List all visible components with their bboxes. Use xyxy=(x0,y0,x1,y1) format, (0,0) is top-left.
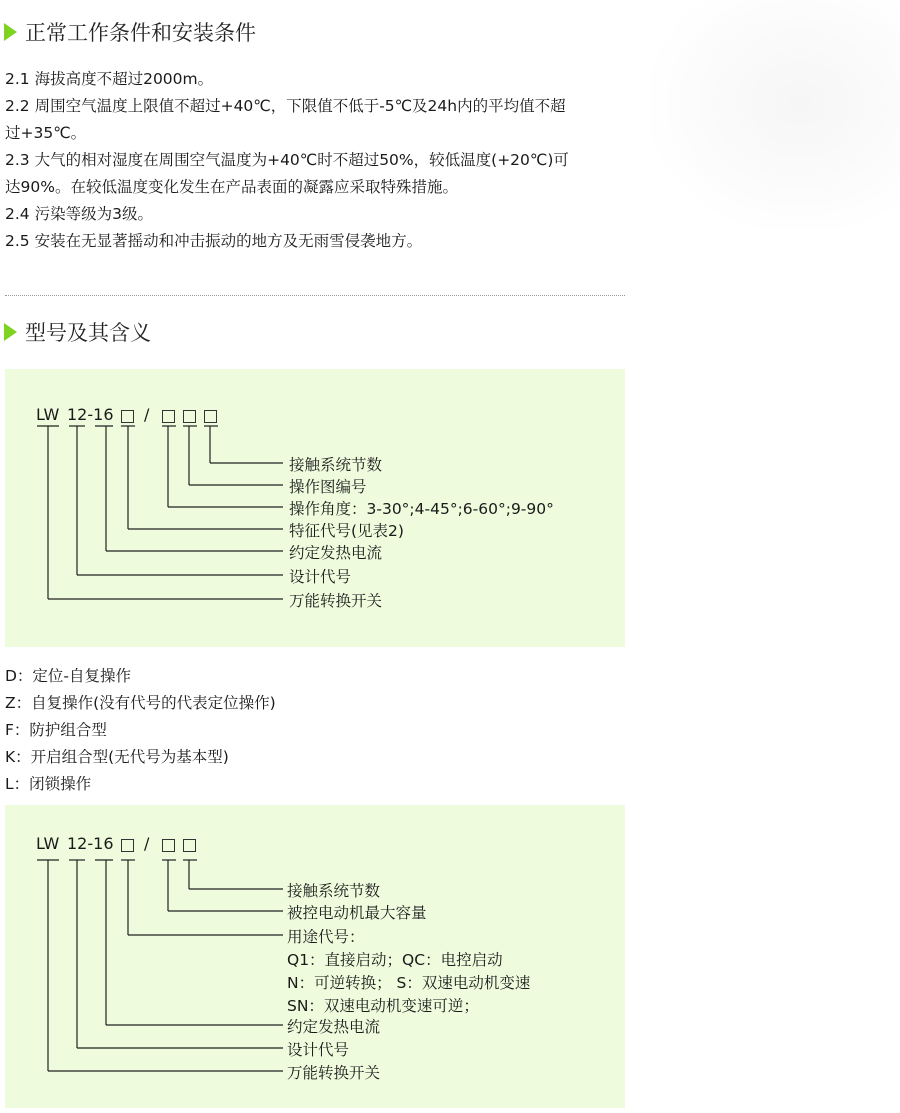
section-title: 正常工作条件和安装条件 xyxy=(25,21,256,45)
diagram-label: 万能转换开关 xyxy=(287,1064,381,1082)
diagram-label: 被控电动机最大容量 xyxy=(287,904,427,922)
triangle-bullet-icon xyxy=(4,323,17,341)
diagram-label: 接触系统节数 xyxy=(287,882,381,900)
option-item: F：防护组合型 xyxy=(5,721,107,739)
model-diagram-1 xyxy=(5,369,625,647)
placeholder-box xyxy=(204,410,217,423)
section-title: 型号及其含义 xyxy=(25,321,151,345)
option-item: L：闭锁操作 xyxy=(5,775,92,793)
section-heading-model xyxy=(4,318,151,346)
diagram-label: 设计代号 xyxy=(287,1041,350,1059)
condition-line: 达90%。在较低温度变化发生在产品表面的凝露应采取特殊措施。 xyxy=(5,178,458,196)
placeholder-box xyxy=(162,410,175,423)
dotted-divider xyxy=(5,295,625,296)
model-code-slash: / xyxy=(144,834,150,853)
placeholder-box xyxy=(121,410,134,423)
section-heading-conditions xyxy=(4,18,256,46)
diagram-label: 特征代号(见表2) xyxy=(289,522,404,540)
diagram-label: 操作角度：3-30°;4-45°;6-60°;9-90° xyxy=(289,500,554,518)
option-item: K：开启组合型(无代号为基本型) xyxy=(5,748,229,766)
condition-line: 过+35℃。 xyxy=(5,124,87,142)
option-item: D：定位-自复操作 xyxy=(5,667,132,685)
model-code-prefix: LW xyxy=(36,834,60,853)
model-code-slash: / xyxy=(144,405,150,424)
condition-line: 2.1 海拔高度不超过2000m。 xyxy=(5,70,214,88)
condition-line: 2.4 污染等级为3级。 xyxy=(5,205,153,223)
model-code-prefix: LW xyxy=(36,405,60,424)
diagram-label: 设计代号 xyxy=(289,568,352,586)
diagram-label: 约定发热电流 xyxy=(289,544,383,562)
diagram-label: 约定发热电流 xyxy=(287,1018,381,1036)
diagram-label: SN：双速电动机变速可逆； xyxy=(287,997,479,1015)
diagram-label: 用途代号： xyxy=(287,928,365,946)
triangle-bullet-icon xyxy=(4,23,17,41)
background-glow xyxy=(650,0,900,230)
model-code-number: 12-16 xyxy=(67,834,114,853)
diagram-label: N：可逆转换； S：双速电动机变速 xyxy=(287,974,531,992)
model-diagram-2 xyxy=(5,805,625,1108)
diagram-label: 接触系统节数 xyxy=(289,456,383,474)
placeholder-box xyxy=(162,839,175,852)
diagram-label: 操作图编号 xyxy=(289,478,367,496)
conditions-text xyxy=(5,66,630,255)
diagram-label: Q1：直接启动；QC：电控启动 xyxy=(287,951,503,969)
condition-line: 2.5 安装在无显著摇动和冲击振动的地方及无雨雪侵袭地方。 xyxy=(5,232,423,250)
model-code-number: 12-16 xyxy=(67,405,114,424)
condition-line: 2.2 周围空气温度上限值不超过+40℃，下限值不低于-5℃及24h内的平均值不超 xyxy=(5,97,566,115)
placeholder-box xyxy=(183,410,196,423)
placeholder-box xyxy=(183,839,196,852)
option-item: Z：自复操作(没有代号的代表定位操作) xyxy=(5,694,276,712)
placeholder-box xyxy=(121,839,134,852)
diagram-label: 万能转换开关 xyxy=(289,592,383,610)
condition-line: 2.3 大气的相对湿度在周围空气温度为+40℃时不超过50%，较低温度(+20℃)可 xyxy=(5,151,569,169)
